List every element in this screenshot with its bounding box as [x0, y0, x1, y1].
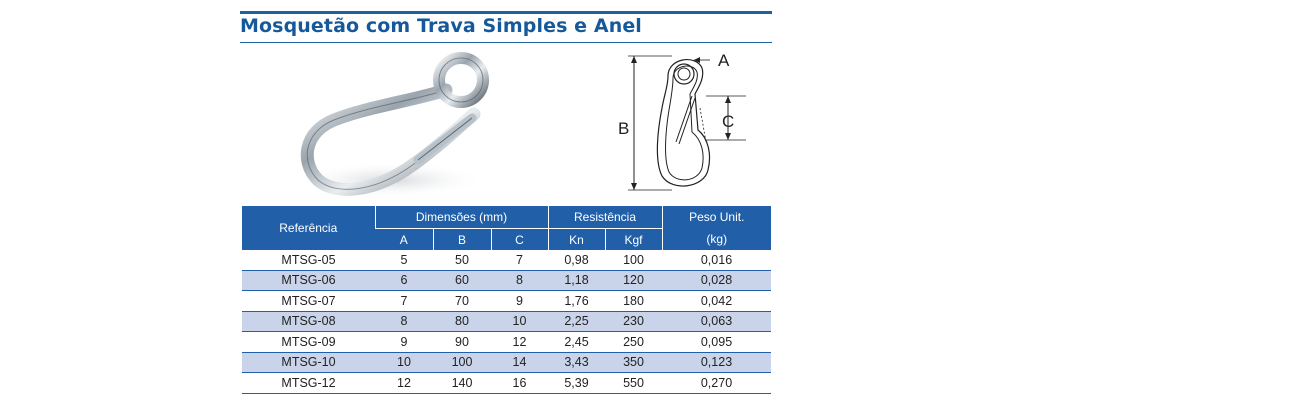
- label-b: B: [618, 119, 630, 138]
- cell-ref: MTSG-09: [242, 332, 375, 353]
- cell-kn: 2,45: [548, 332, 605, 353]
- cell-c: 10: [491, 311, 548, 332]
- cell-b: 80: [433, 311, 491, 332]
- cell-a: 7: [375, 291, 433, 312]
- carabiner-photo: [296, 52, 516, 202]
- cell-kn: 1,76: [548, 291, 605, 312]
- cell-a: 10: [375, 352, 433, 373]
- cell-peso: 0,270: [662, 373, 771, 394]
- label-a: A: [718, 51, 730, 70]
- cell-b: 100: [433, 352, 491, 373]
- cell-kn: 0,98: [548, 250, 605, 270]
- cell-kgf: 350: [605, 352, 662, 373]
- header-dimensoes: Dimensões (mm): [375, 206, 548, 229]
- header-kg: (kg): [662, 229, 771, 251]
- cell-peso: 0,016: [662, 250, 771, 270]
- cell-kgf: 250: [605, 332, 662, 353]
- cell-c: 7: [491, 250, 548, 270]
- table-row: [242, 332, 771, 353]
- cell-b: 70: [433, 291, 491, 312]
- header-kn: Kn: [548, 229, 605, 251]
- cell-peso: 0,028: [662, 270, 771, 291]
- cell-b: 140: [433, 373, 491, 394]
- table-row: [242, 270, 771, 291]
- header-referencia: Referência: [242, 206, 375, 250]
- cell-a: 9: [375, 332, 433, 353]
- header-resistencia: Resistência: [548, 206, 662, 229]
- cell-ref: MTSG-12: [242, 373, 375, 394]
- cell-c: 12: [491, 332, 548, 353]
- cell-peso: 0,123: [662, 352, 771, 373]
- cell-kgf: 120: [605, 270, 662, 291]
- cell-ref: MTSG-08: [242, 311, 375, 332]
- cell-kn: 2,25: [548, 311, 605, 332]
- title-rule-bottom: [240, 42, 772, 43]
- cell-ref: MTSG-07: [242, 291, 375, 312]
- spec-table: [242, 206, 771, 394]
- cell-c: 9: [491, 291, 548, 312]
- cell-ref: MTSG-05: [242, 250, 375, 270]
- table-row: [242, 311, 771, 332]
- cell-ref: MTSG-10: [242, 352, 375, 373]
- cell-a: 6: [375, 270, 433, 291]
- cell-b: 50: [433, 250, 491, 270]
- header-c: C: [491, 229, 548, 251]
- cell-kn: 1,18: [548, 270, 605, 291]
- cell-a: 12: [375, 373, 433, 394]
- header-b: B: [433, 229, 491, 251]
- carabiner-diagram: [610, 48, 760, 196]
- cell-kn: 3,43: [548, 352, 605, 373]
- cell-kgf: 180: [605, 291, 662, 312]
- cell-peso: 0,095: [662, 332, 771, 353]
- cell-kn: 5,39: [548, 373, 605, 394]
- table-row: [242, 352, 771, 373]
- title-rule-top: [240, 11, 772, 14]
- page-title: Mosquetão com Trava Simples e Anel: [240, 15, 642, 37]
- cell-kgf: 230: [605, 311, 662, 332]
- header-peso: Peso Unit.: [662, 206, 771, 229]
- cell-b: 90: [433, 332, 491, 353]
- cell-peso: 0,042: [662, 291, 771, 312]
- cell-kgf: 550: [605, 373, 662, 394]
- cell-a: 5: [375, 250, 433, 270]
- table-row: [242, 291, 771, 312]
- table-row: [242, 250, 771, 270]
- cell-ref: MTSG-06: [242, 270, 375, 291]
- cell-kgf: 100: [605, 250, 662, 270]
- cell-peso: 0,063: [662, 311, 771, 332]
- label-c: C: [722, 112, 735, 131]
- table-row: [242, 373, 771, 394]
- header-a: A: [375, 229, 433, 251]
- cell-c: 8: [491, 270, 548, 291]
- header-kgf: Kgf: [605, 229, 662, 251]
- cell-b: 60: [433, 270, 491, 291]
- cell-c: 16: [491, 373, 548, 394]
- cell-a: 8: [375, 311, 433, 332]
- cell-c: 14: [491, 352, 548, 373]
